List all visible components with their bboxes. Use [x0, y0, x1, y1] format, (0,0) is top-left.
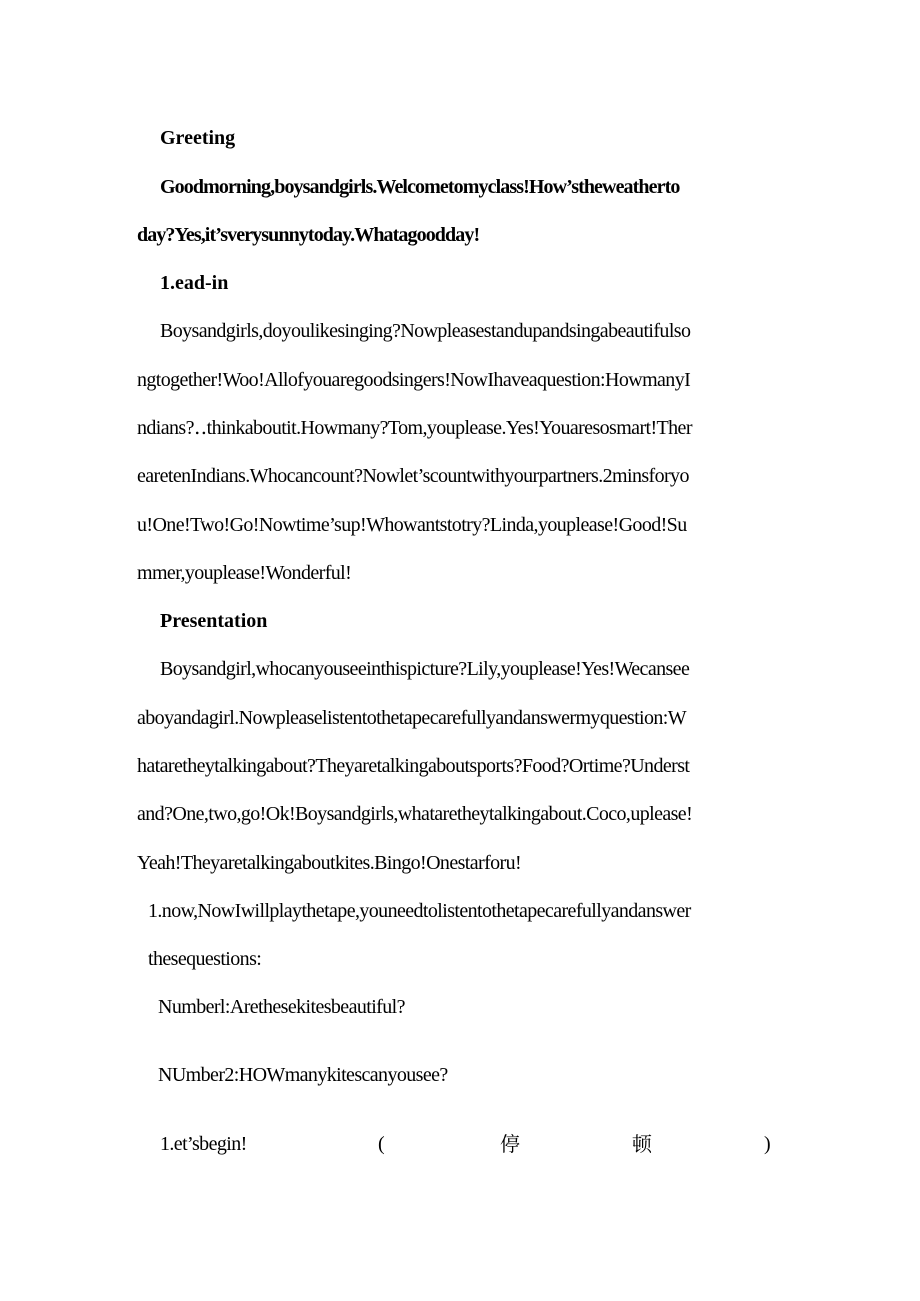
presentation-line-3: hataretheytalkingabout?Theyaretalkingaboutsports?Food?Ortime?Underst	[137, 755, 690, 777]
presentation-heading: Presentation	[160, 610, 268, 632]
greeting-line-2: day?Yes,it’sverysunnytoday.Whatagoodday!	[137, 224, 480, 246]
lead-in-line-3: ndians?‥thinkaboutit.Howmany?Tom,youplease.Yes!Youaresosmart!Ther	[137, 417, 692, 439]
presentation-line-5: Yeah!Theyaretalkingaboutkites.Bingo!Onestarforu!	[137, 852, 522, 874]
pause-paren-open: (	[378, 1133, 385, 1155]
presentation-line-2: aboyandagirl.Nowpleaselistentothetapecarefullyandanswermyquestion:W	[137, 707, 687, 729]
presentation-line-4: and?One,two,go!Ok!Boysandgirls,whataretheytalkingabout.Coco,uplease!	[137, 803, 693, 825]
listening-line-1: 1.now,NowIwillplaythetape,youneedtolistentothetapecarefullyandanswer	[148, 900, 691, 922]
greeting-line-1: Goodmorning,boysandgirls.Welcometomyclass!How’stheweatherto	[160, 176, 680, 198]
pause-char-2: 顿	[632, 1132, 652, 1156]
greeting-heading: Greeting	[160, 127, 236, 149]
lead-in-line-1: Boysandgirls,doyoulikesinging?Nowpleasestandupandsingabeautifulso	[160, 320, 691, 342]
pause-char-1: 停	[500, 1132, 520, 1156]
presentation-line-1: Boysandgirl,whocanyouseeinthispicture?Lily,youplease!Yes!Wecansee	[160, 658, 690, 680]
listening-line-2: thesequestions:	[148, 948, 262, 970]
lead-in-line-5: u!One!Two!Go!Nowtime’sup!Whowantstotry?Linda,youplease!Good!Su	[137, 514, 687, 536]
lead-in-line-4: earetenIndians.Whocancount?Nowlet’scountwithyourpartners.2minsforyo	[137, 465, 689, 487]
lead-in-line-6: mmer,youplease!Wonderful!	[137, 562, 352, 584]
question-2: NUmber2:HOWmanykitescanyousee?	[158, 1064, 448, 1086]
pause-paren-close: )	[764, 1133, 771, 1155]
begin-line: 1.et’sbegin!	[160, 1133, 247, 1155]
question-1: Numberl:Arethesekitesbeautiful?	[158, 996, 405, 1018]
lead-in-line-2: ngtogether!Woo!Allofyouaregoodsingers!NowIhaveaquestion:HowmanyI	[137, 369, 691, 391]
lead-in-heading: 1.ead-in	[160, 272, 229, 294]
